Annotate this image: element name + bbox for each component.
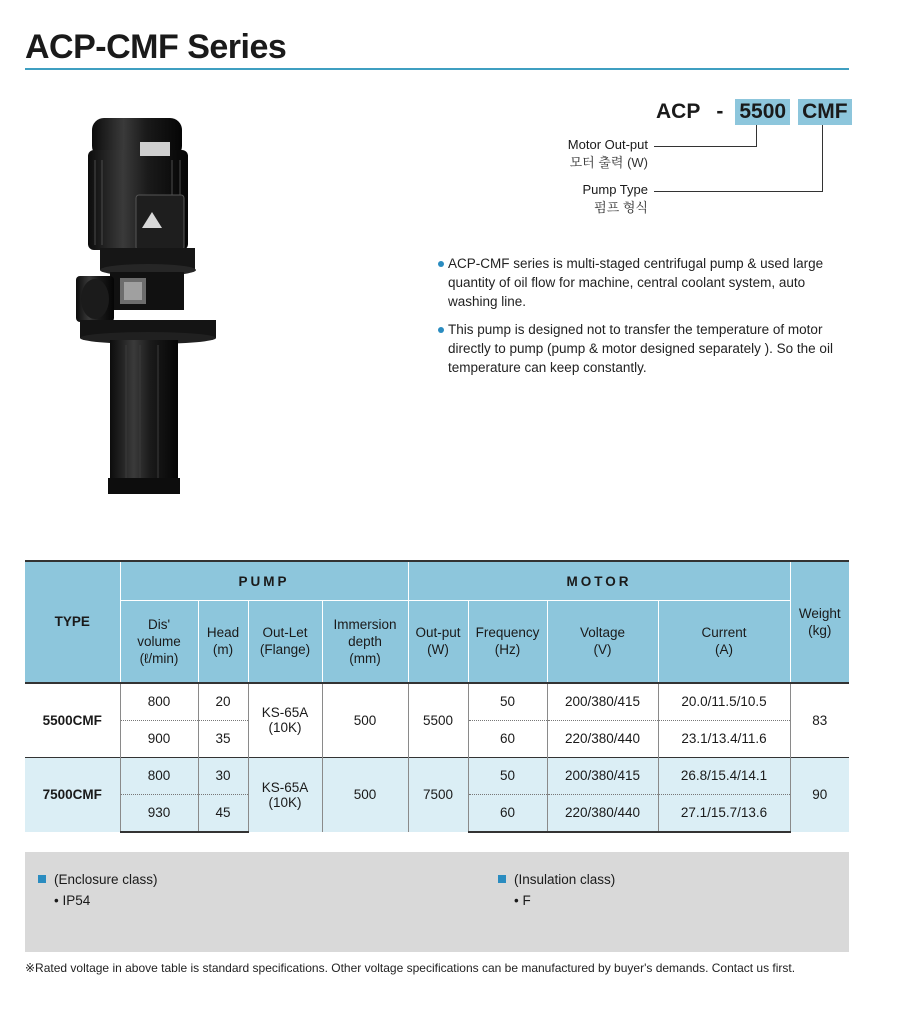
- model-power-code: 5500: [735, 99, 790, 125]
- type-cell: 5500CMF: [25, 683, 120, 758]
- motor-group-header: MOTOR: [408, 561, 790, 601]
- current-cell: 27.1/15.7/13.6: [658, 794, 790, 832]
- description-list: [436, 254, 850, 386]
- volume-cell: 800: [120, 757, 198, 794]
- table-row-group: [25, 683, 849, 758]
- model-type-code: CMF: [798, 99, 852, 125]
- output-header: Out-put (W): [408, 601, 468, 683]
- outlet-cell: KS-65A (10K): [248, 757, 322, 832]
- title-underline: [25, 68, 849, 70]
- voltage-header: Voltage (V): [547, 601, 658, 683]
- frequency-cell: 50: [468, 683, 547, 721]
- voltage-cell: 220/380/440: [547, 794, 658, 832]
- model-code: [652, 98, 852, 126]
- volume-cell: 900: [120, 720, 198, 757]
- type-cell: 7500CMF: [25, 757, 120, 832]
- table-row: [25, 757, 849, 794]
- spec-table: [25, 560, 849, 833]
- pump-type-label-ko: 펌프 형식: [594, 200, 648, 215]
- motor-output-label-ko: 모터 출력 (W): [569, 155, 648, 170]
- description-item: ACP-CMF series is multi-staged centrifugal pump & used large quantity of oil flow for machine, central coolant system, auto washing line.: [436, 254, 850, 311]
- model-dash: -: [716, 100, 724, 123]
- current-cell: 26.8/15.4/14.1: [658, 757, 790, 794]
- frequency-cell: 60: [468, 794, 547, 832]
- immersion-depth-header: Immersion depth (mm): [322, 601, 408, 683]
- head-header: Head (m): [198, 601, 248, 683]
- enclosure-class-note: [38, 869, 158, 911]
- enclosure-class-value: • IP54: [54, 893, 91, 908]
- motor-leader-vertical: [756, 125, 757, 146]
- motor-output-label-en: Motor Out-put: [567, 137, 648, 152]
- voltage-cell: 220/380/440: [547, 720, 658, 757]
- bullet-icon: [438, 327, 444, 333]
- head-cell: 35: [198, 720, 248, 757]
- head-cell: 20: [198, 683, 248, 721]
- frequency-cell: 60: [468, 720, 547, 757]
- table-row-group: [25, 757, 849, 832]
- current-cell: 20.0/11.5/10.5: [658, 683, 790, 721]
- insulation-class-note: [498, 869, 615, 911]
- weight-header: Weight (kg): [790, 561, 849, 683]
- model-prefix: ACP: [656, 100, 701, 123]
- current-header: Current (A): [658, 601, 790, 683]
- insulation-class-label: (Insulation class): [514, 872, 616, 887]
- voltage-cell: 200/380/415: [547, 683, 658, 721]
- insulation-class-value: • F: [514, 893, 531, 908]
- weight-cell: 90: [790, 757, 849, 832]
- volume-cell: 800: [120, 683, 198, 721]
- pump-leader-horizontal: [654, 191, 823, 192]
- head-cell: 45: [198, 794, 248, 832]
- motor-output-label: [540, 136, 648, 172]
- immersion-cell: 500: [322, 757, 408, 832]
- outlet-header: Out-Let (Flange): [248, 601, 322, 683]
- output-cell: 7500: [408, 757, 468, 832]
- type-header: TYPE: [25, 561, 120, 683]
- frequency-header: Frequency (Hz): [468, 601, 547, 683]
- pump-leader-vertical: [822, 125, 823, 191]
- weight-cell: 83: [790, 683, 849, 758]
- frequency-cell: 50: [468, 757, 547, 794]
- head-cell: 30: [198, 757, 248, 794]
- square-bullet-icon: [498, 875, 506, 883]
- pump-motor-image: [40, 100, 250, 510]
- footnote: ※Rated voltage in above table is standard specifications. Other voltage specifications can be manufactured by buyer's demands. Contact us first.: [25, 961, 796, 975]
- description-item: This pump is designed not to transfer the temperature of motor directly to pump (pump & motor designed separately ). So the oil temperature can keep constantly.: [436, 320, 850, 377]
- square-bullet-icon: [38, 875, 46, 883]
- discharge-volume-header: Dis' volume (ℓ/min): [120, 601, 198, 683]
- page-title: ACP-CMF Series: [25, 28, 287, 66]
- bullet-icon: [438, 261, 444, 267]
- volume-cell: 930: [120, 794, 198, 832]
- voltage-cell: 200/380/415: [547, 757, 658, 794]
- pump-group-header: PUMP: [120, 561, 408, 601]
- immersion-cell: 500: [322, 683, 408, 758]
- motor-leader-horizontal: [654, 146, 757, 147]
- enclosure-class-label: (Enclosure class): [54, 872, 158, 887]
- pump-type-label: [540, 181, 648, 217]
- outlet-cell: KS-65A (10K): [248, 683, 322, 758]
- output-cell: 5500: [408, 683, 468, 758]
- pump-type-label-en: Pump Type: [582, 182, 648, 197]
- table-row: [25, 683, 849, 721]
- current-cell: 23.1/13.4/11.6: [658, 720, 790, 757]
